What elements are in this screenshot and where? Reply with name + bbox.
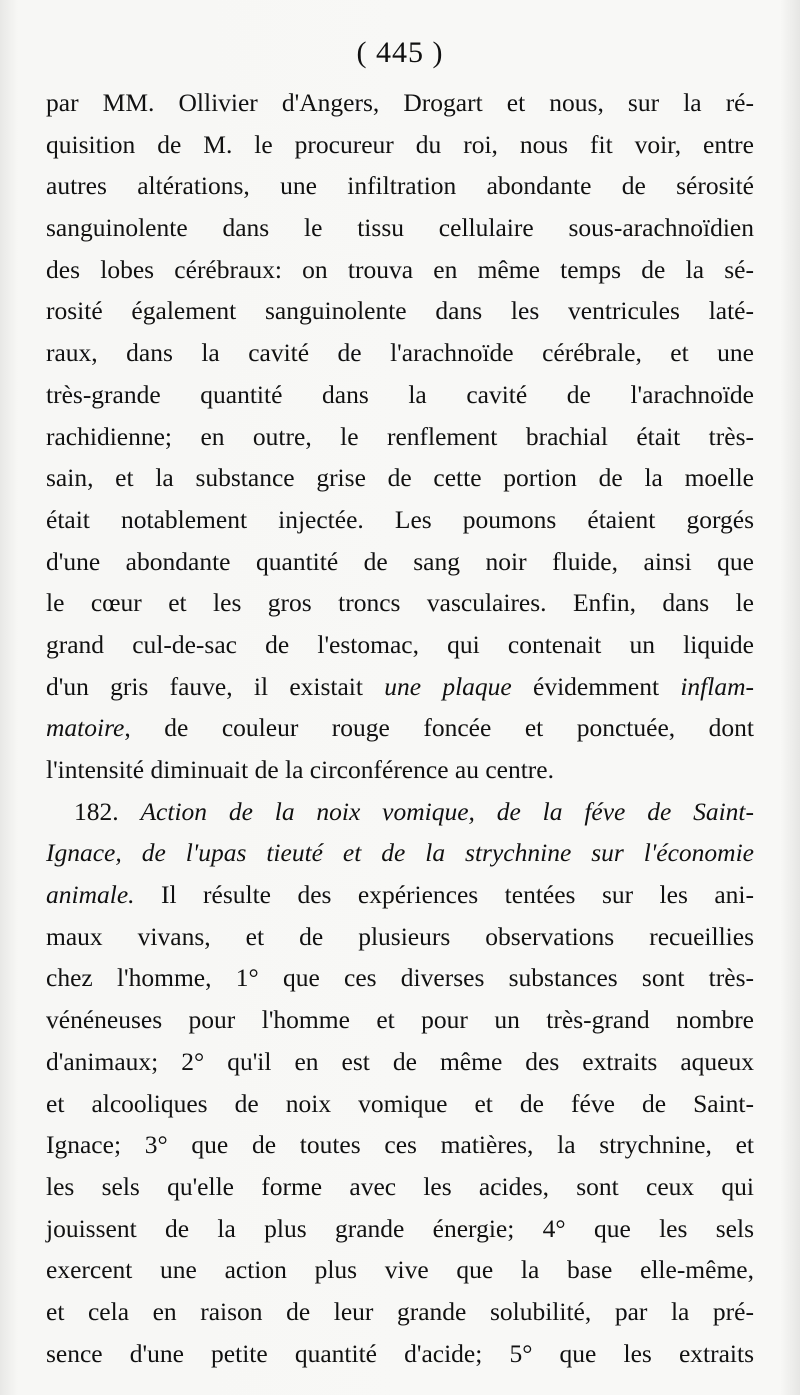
text-segment: Il résulte des expériences tentées sur les ani- — [134, 880, 754, 910]
text-segment: les sels qu'elle forme avec les acides, sont ceux qui — [46, 1171, 754, 1201]
text-line — [46, 916, 754, 958]
text-line — [46, 707, 754, 749]
text-segment: sanguinolente dans le tissu cellulaire sous-arachnoïdien — [46, 213, 754, 243]
italic-text: Action de la noix vomique, de la féve de Saint- — [140, 796, 755, 826]
italic-text: inflam- — [680, 671, 754, 701]
text-line — [46, 791, 754, 833]
text-line — [46, 82, 754, 124]
text-segment: rachidienne; en outre, le renflement brachial était très- — [46, 421, 754, 451]
text-segment: et cela en raison de leur grande solubilité, par la pré- — [46, 1296, 754, 1326]
text-line — [46, 416, 754, 458]
text-segment: d'une abondante quantité de sang noir fluide, ainsi que — [46, 546, 754, 576]
italic-text: animale. — [46, 880, 135, 910]
body-text — [46, 82, 754, 1374]
text-line — [46, 999, 754, 1041]
text-segment: d'animaux; 2° qu'il en est de même des extraits aqueux — [46, 1046, 754, 1076]
page-number: ( 445 ) — [356, 36, 444, 69]
italic-text: une plaque — [384, 671, 512, 701]
text-segment: très-grande quantité dans la cavité de l'arachnoïde — [46, 379, 754, 409]
text-line — [46, 582, 754, 624]
text-segment: et alcooliques de noix vomique et de féve de Saint- — [46, 1088, 754, 1118]
text-segment: , de couleur rouge foncée et ponctuée, dont — [124, 713, 754, 743]
text-line — [46, 332, 754, 374]
text-segment: d'un gris fauve, il existait — [46, 671, 385, 701]
text-segment: le cœur et les gros troncs vasculaires. Enfin, dans le — [46, 588, 754, 618]
text-line — [46, 832, 754, 874]
text-line — [46, 1166, 754, 1208]
text-line — [46, 1124, 754, 1166]
text-line — [46, 165, 754, 207]
text-line — [46, 1041, 754, 1083]
italic-text: matoire — [46, 713, 125, 743]
text-segment: autres altérations, une infiltration abondante de sérosité — [46, 171, 754, 201]
text-segment: rosité également sanguinolente dans les ventricules laté- — [46, 296, 754, 326]
text-line — [46, 249, 754, 291]
text-line — [46, 874, 754, 916]
text-segment: sence d'une petite quantité d'acide; 5° que les extraits — [46, 1338, 754, 1368]
text-line — [46, 1333, 754, 1375]
text-segment: évidemment — [511, 671, 681, 701]
text-segment: grand cul-de-sac de l'estomac, qui contenait un liquide — [46, 629, 754, 659]
text-line — [46, 1083, 754, 1125]
text-line — [46, 1249, 754, 1291]
text-line — [46, 1291, 754, 1333]
text-segment: 182. — [74, 796, 141, 826]
text-line — [46, 290, 754, 332]
text-line — [46, 499, 754, 541]
text-segment: sain, et la substance grise de cette portion de la moelle — [46, 463, 754, 493]
text-segment: jouissent de la plus grande énergie; 4° que les sels — [46, 1213, 754, 1243]
text-line — [46, 541, 754, 583]
text-segment: des lobes cérébraux: on trouva en même temps de la sé- — [46, 254, 754, 284]
text-segment: quisition de M. le procureur du roi, nous fit voir, entre — [46, 129, 754, 159]
text-line — [46, 374, 754, 416]
text-line — [46, 624, 754, 666]
italic-text: Ignace, de l'upas tieuté et de la strychnine sur l'économie — [46, 838, 754, 868]
text-segment: vénéneuses pour l'homme et pour un très-grand nombre — [46, 1005, 754, 1035]
text-segment: raux, dans la cavité de l'arachnoïde cérébrale, et une — [46, 338, 754, 368]
text-segment: Ignace; 3° que de toutes ces matières, la strychnine, et — [46, 1130, 754, 1160]
text-line — [46, 1208, 754, 1250]
text-line — [46, 207, 754, 249]
text-line — [46, 457, 754, 499]
text-line — [46, 749, 754, 791]
text-line — [46, 124, 754, 166]
text-segment: par MM. Ollivier d'Angers, Drogart et nous, sur la ré- — [46, 88, 754, 117]
text-segment: l'intensité diminuait de la circonférence au centre. — [46, 755, 554, 784]
text-line — [46, 957, 754, 999]
text-segment: était notablement injectée. Les poumons étaient gorgés — [46, 504, 754, 534]
text-segment: exercent une action plus vive que la base elle-même, — [46, 1255, 754, 1285]
text-segment: maux vivans, et de plusieurs observations recueillies — [46, 921, 754, 951]
text-line — [46, 666, 754, 708]
text-segment: chez l'homme, 1° que ces diverses substances sont très- — [46, 963, 754, 993]
